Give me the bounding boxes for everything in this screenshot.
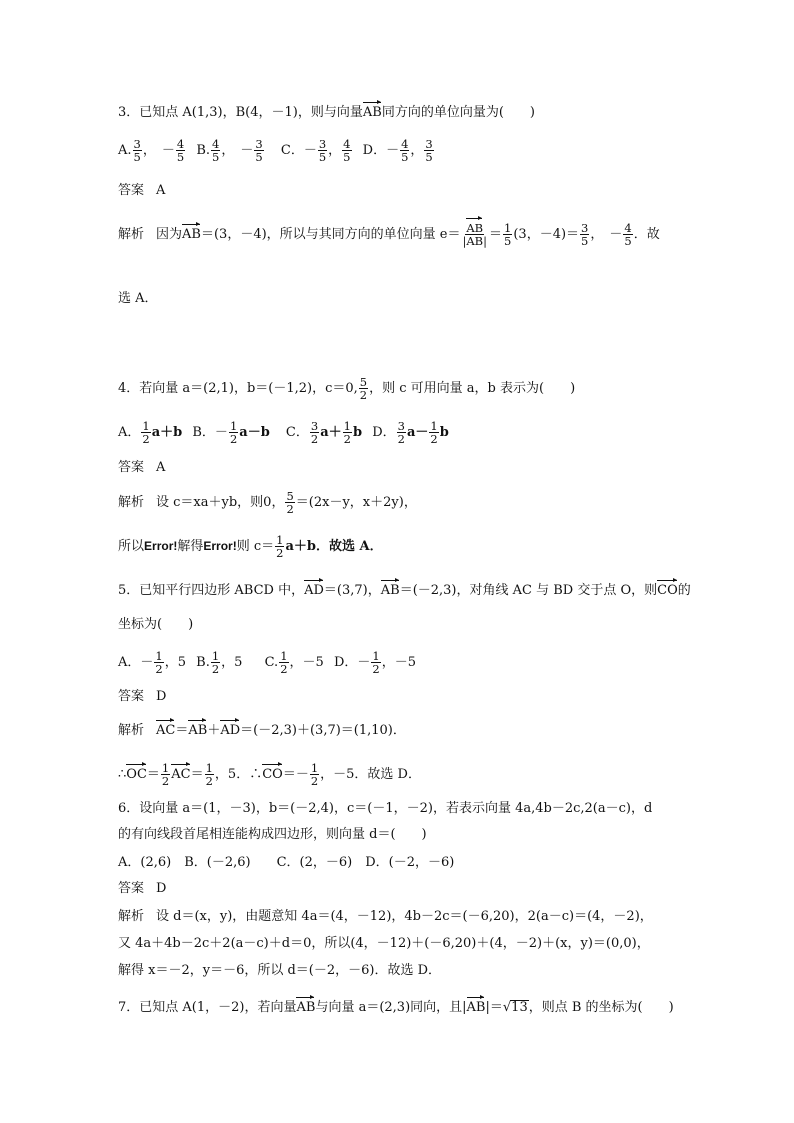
q5-analysis: 解析 AC＝AB＋AD＝(－2,3)＋(3,7)＝(1,10)． xyxy=(118,723,406,738)
fraction: $\frac{3}{5}$ xyxy=(425,137,433,165)
vector-ab: AB xyxy=(296,1000,316,1015)
vector-ab: AB xyxy=(466,1000,486,1015)
vector-ab: AB xyxy=(362,105,382,120)
fraction: $\frac{AB}{|AB|}$ xyxy=(462,221,488,249)
fraction: $\frac{1}{2}$ xyxy=(155,649,163,677)
vector-ab: AB xyxy=(188,723,208,738)
q6-answer: 答案 D xyxy=(118,881,167,896)
vector-ad: AD xyxy=(304,583,324,598)
fraction: $\frac{1}{2}$ xyxy=(229,419,238,447)
vector-oc: OC xyxy=(126,767,147,783)
q4-answer: 答案 A xyxy=(118,460,166,475)
q3-analysis-end: 选 A． xyxy=(118,291,158,306)
q3-answer: 答案 A xyxy=(118,183,166,198)
q3-stem: 3．已知点 A(1,3)，B(4，－1)，则与向量AB同方向的单位向量为( ) xyxy=(118,105,535,120)
fraction: $\frac{1}{2}$ xyxy=(430,419,438,447)
fraction: $\frac{3}{2}$ xyxy=(310,419,319,447)
vector-ad: AD xyxy=(220,723,241,738)
q5-stem-2: 坐标为( ) xyxy=(118,617,194,632)
vector-co: CO xyxy=(262,767,283,783)
vector-ab: AB xyxy=(182,227,201,243)
vector-ac: AC xyxy=(171,767,191,783)
fraction: $\frac{1}{2}$ xyxy=(205,761,213,789)
fraction: $\frac{4}{5}$ xyxy=(624,221,632,249)
fraction: $\frac{1}{2}$ xyxy=(211,649,220,677)
fraction: $\frac{3}{5}$ xyxy=(255,137,263,165)
fraction: $\frac{1}{2}$ xyxy=(161,761,170,789)
q5-stem: 5．已知平行四边形 ABCD 中，AD＝(3,7)，AB＝(－2,3)，对角线 AC 与 BD 交于点 O，则CO的 xyxy=(118,583,691,598)
fraction: $\frac{1}{2}$ xyxy=(372,649,380,677)
q7-stem: 7．已知点 A(1，－2)，若向量AB与向量 a＝(2,3)同向，且|AB|＝√13，则点 B 的坐标为( ) xyxy=(118,1000,674,1015)
q5-options: A．－ $\frac{1}{2}$ ，5 B. $\frac{1}{2}$ ，5 C. $\frac{1}{2}$ ，－5 D．－ $\frac{1}{2}$ ，－5 xyxy=(118,649,416,677)
q6-analysis-2: 又 4a＋4b－2c＋2(a－c)＋d＝0，所以(4，－12)＋(－6,20)＋(4，－2)＋(x，y)＝(0,0)， xyxy=(118,936,650,951)
fraction: $\frac{4}{5}$ xyxy=(401,137,409,165)
q5-analysis-2: ∴OC＝ $\frac{1}{2}$ AC＝ $\frac{1}{2}$ ，5．∴CO＝－ $\frac{1}{2}$ ，－5．故选 D． xyxy=(118,761,421,789)
fraction: $\frac{3}{2}$ xyxy=(397,419,405,447)
fraction: $\frac{4}{5}$ xyxy=(343,137,351,165)
fraction: $\frac{3}{5}$ xyxy=(318,137,327,165)
q5-answer: 答案 D xyxy=(118,689,167,704)
fraction: $\frac{4}{5}$ xyxy=(212,137,220,165)
q3-analysis: 解析 因为AB＝(3，－4)，所以与其同方向的单位向量 e＝ $\frac{AB}{|AB|}$ ＝ $\frac{1}{5}$ (3，－4)＝ $\frac{3}{5}$ ， － $\frac{4}{5}$ ．故 xyxy=(118,221,660,249)
q4-stem: 4．若向量 a＝(2,1)，b＝(－1,2)，c＝0, $\frac{5}{2}$ ，则 c 可用向量 a，b 表示为( ) xyxy=(118,375,576,403)
fraction: $\frac{5}{2}$ xyxy=(359,375,368,403)
q6-analysis-3: 解得 x＝－2，y＝－6，所以 d＝(－2，－6)．故选 D． xyxy=(118,963,442,978)
vector-ac: AC xyxy=(156,723,176,738)
q6-stem: 6．设向量 a＝(1，－3)，b＝(－2,4)，c＝(－1，－2)，若表示向量 4a,4b－2c,2(a－c)，d xyxy=(118,801,653,816)
fraction: $\frac{1}{5}$ xyxy=(504,221,512,249)
fraction: $\frac{3}{5}$ xyxy=(133,137,141,165)
q4-options: A． $\frac{1}{2}$ a＋b B．－ $\frac{1}{2}$ a－b C． $\frac{3}{2}$ a＋ $\frac{1}{2}$ b D． $\frac{3}{2}$ a－ $\frac{1}{2}$ b xyxy=(118,419,449,447)
fraction: $\frac{1}{2}$ xyxy=(276,533,284,561)
q4-analysis: 解析 设 c＝xa＋yb，则0， $\frac{5}{2}$ ＝(2x－y，x＋2y)， xyxy=(118,489,417,517)
q6-options: A．(2,6) B．(－2,6) C．(2，－6) D．(－2，－6) xyxy=(118,855,455,870)
fraction: $\frac{5}{2}$ xyxy=(286,489,294,517)
fraction: $\frac{1}{2}$ xyxy=(343,419,351,447)
fraction: $\frac{1}{2}$ xyxy=(310,761,319,789)
fraction: $\frac{1}{2}$ xyxy=(142,419,150,447)
q6-analysis-1: 解析 设 d＝(x，y)，由题意知 4a＝(4，－12)，4b－2c＝(－6,20)，2(a－c)＝(4，－2)， xyxy=(118,909,653,924)
fraction: $\frac{4}{5}$ xyxy=(176,137,185,165)
vector-ab: AB xyxy=(380,583,400,598)
fraction: $\frac{3}{5}$ xyxy=(581,221,589,249)
sqrt-icon: √ xyxy=(502,1000,512,1015)
fraction: $\frac{1}{2}$ xyxy=(280,649,288,677)
q4-analysis-2: 所以Error!解得Error!则 c＝ $\frac{1}{2}$ a＋b．故选 A． xyxy=(118,533,383,561)
q3-options: A. $\frac{3}{5}$ ， － $\frac{4}{5}$ B. $\frac{4}{5}$ ， － $\frac{3}{5}$ C．－ $\frac{3}{5}$ ， $\frac{4}{5}$ D．－ $\frac{4}{5}$ ， $\frac{3}{5}$ xyxy=(118,137,433,165)
vector-co: CO xyxy=(657,583,678,598)
q6-stem-2: 的有向线段首尾相连能构成四边形，则向量 d＝( ) xyxy=(118,827,427,842)
